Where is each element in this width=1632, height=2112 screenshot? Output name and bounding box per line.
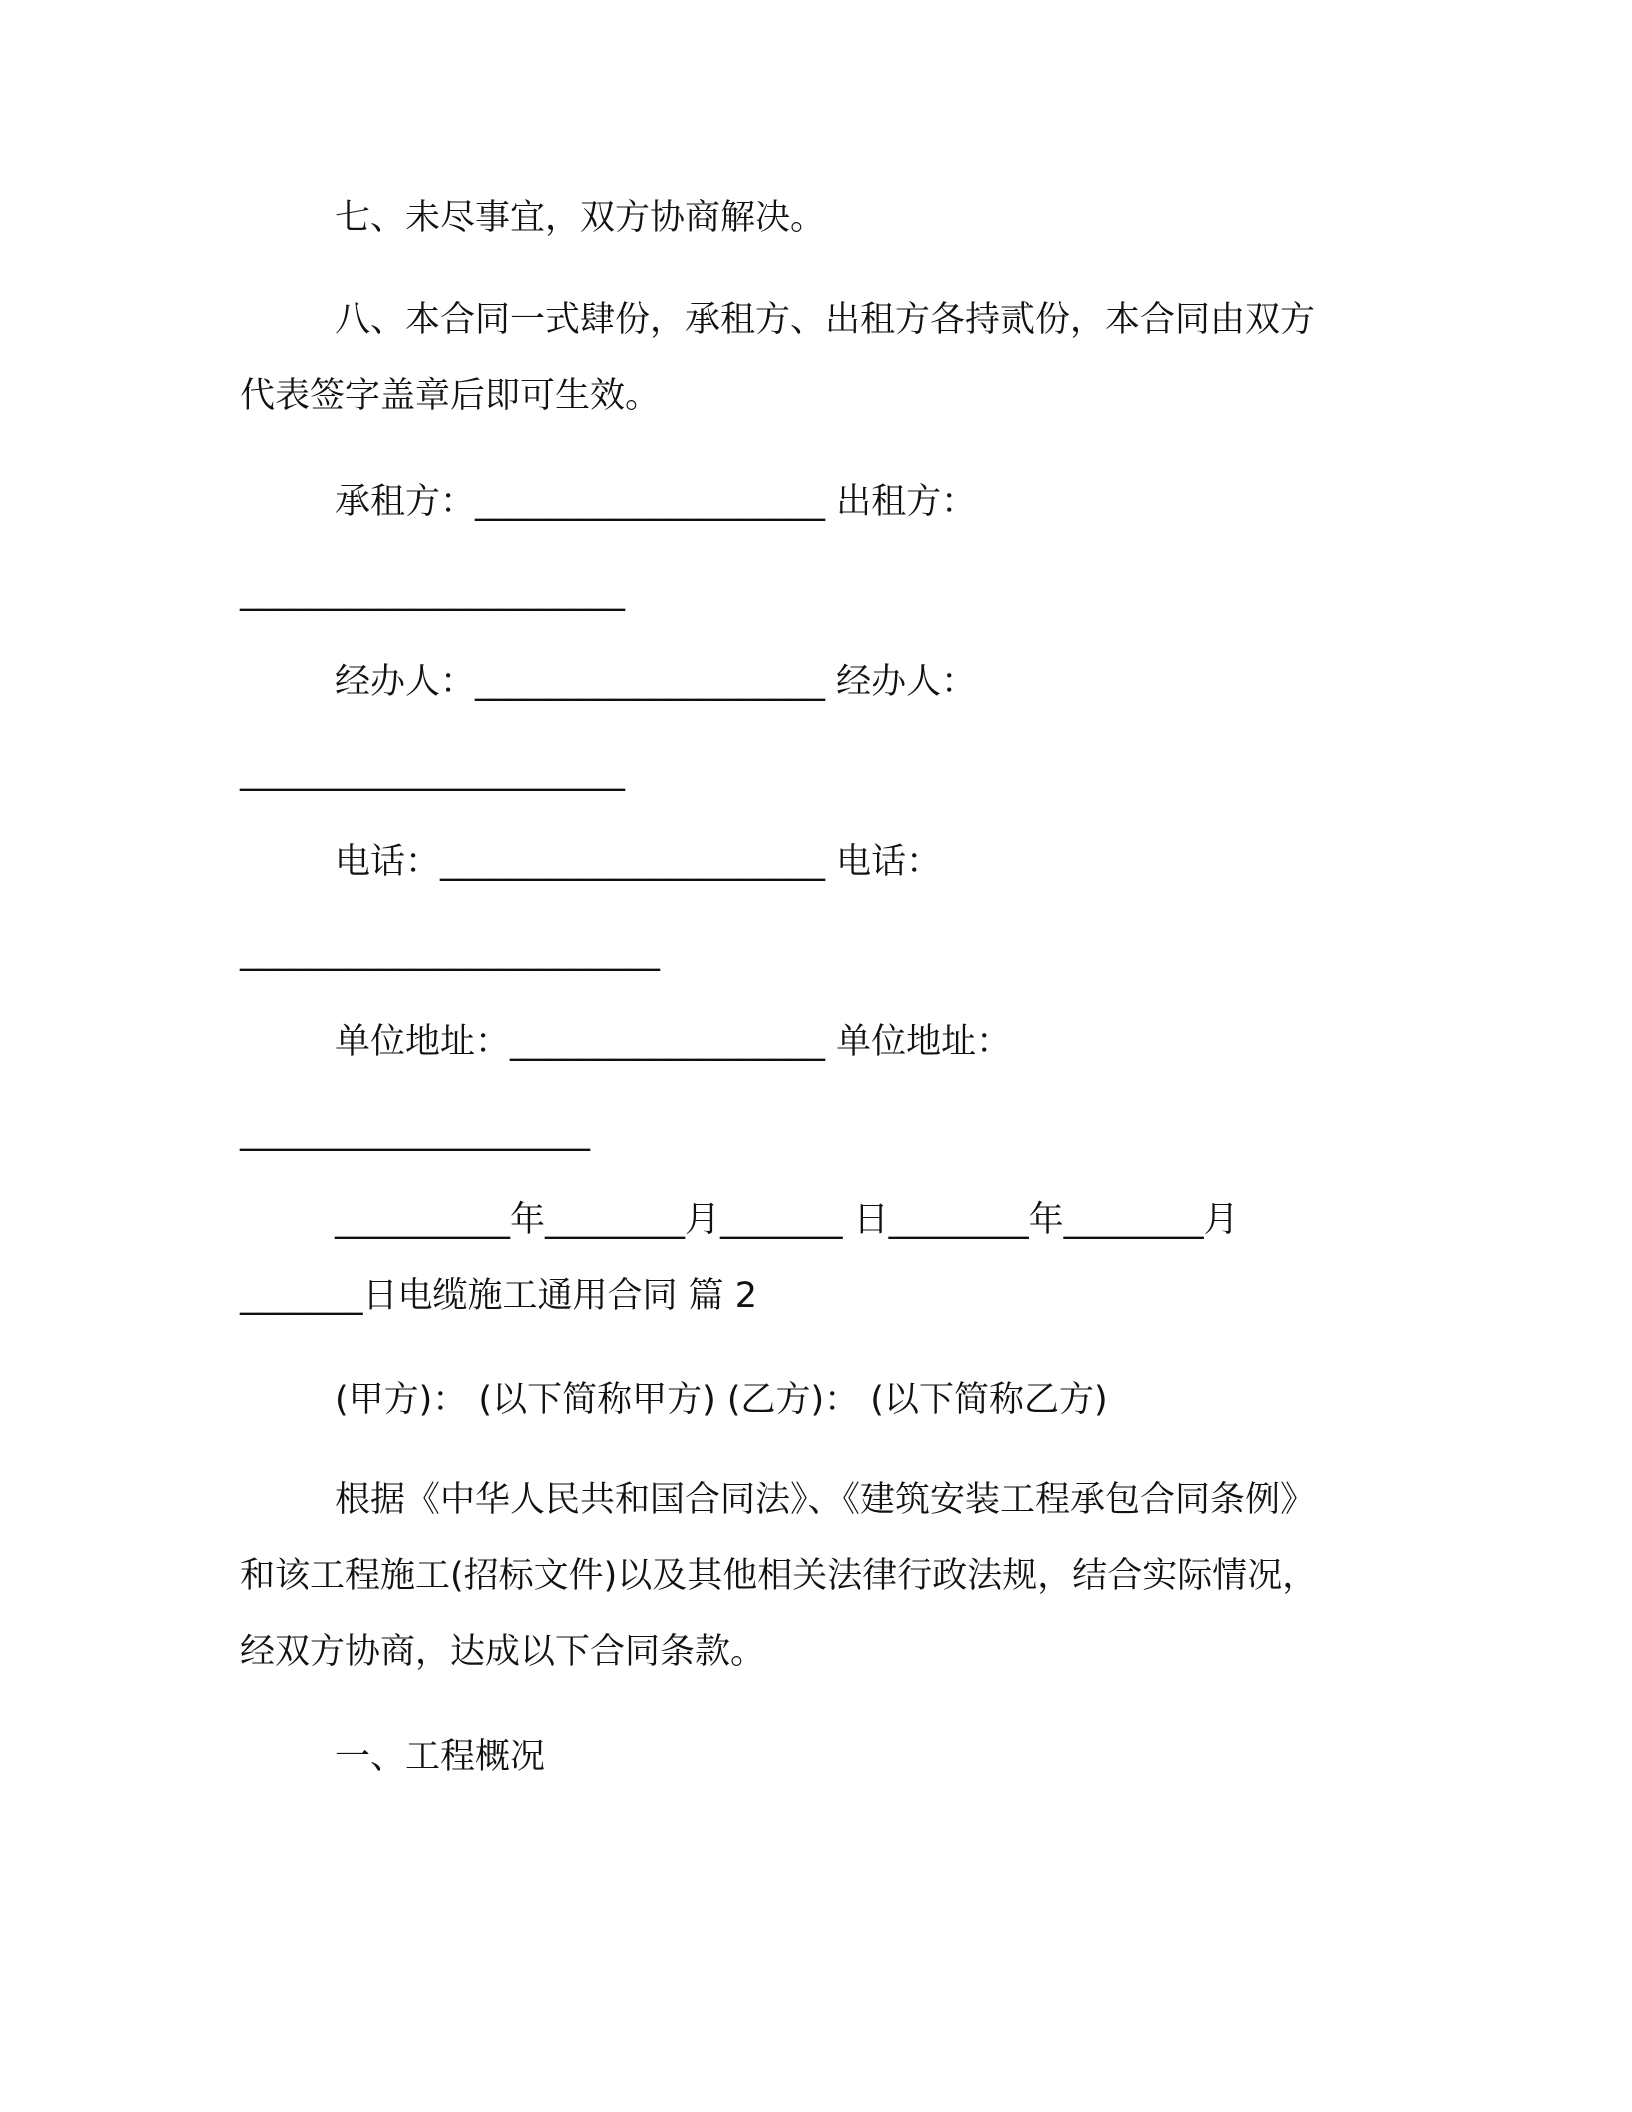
phone-blank: ________________________ xyxy=(240,932,660,972)
agent-signature-blank: ______________________ xyxy=(240,752,625,792)
address-blank: ____________________ xyxy=(240,1112,590,1152)
address-line: 单位地址：__________________ 单位地址： xyxy=(335,1022,1012,1062)
phone-line: 电话：______________________ 电话： xyxy=(335,842,942,882)
party-line: (甲方)： (以下简称甲方) (乙方)： (以下简称乙方) xyxy=(335,1380,1108,1420)
basis-line-1: 根据《中华人民共和国合同法》、《建筑安装工程承包合同条例》 xyxy=(335,1480,1316,1520)
clause-seven: 七、未尽事宜，双方协商解决。 xyxy=(335,198,826,238)
date-line: __________年________月_______ 日________年________月 xyxy=(335,1200,1239,1240)
basis-line-3: 经双方协商，达成以下合同条款。 xyxy=(240,1632,766,1672)
contract-title-line: _______日电缆施工通用合同 篇 2 xyxy=(240,1276,758,1316)
lessor-signature-blank: ______________________ xyxy=(240,572,625,612)
agent-signature-line: 经办人：____________________ 经办人： xyxy=(335,662,977,702)
clause-eight-line-2: 代表签字盖章后即可生效。 xyxy=(240,376,661,416)
lessee-signature-line: 承租方：____________________ 出租方： xyxy=(335,482,977,522)
section-heading: 一、工程概况 xyxy=(335,1737,546,1777)
basis-line-2: 和该工程施工(招标文件)以及其他相关法律行政法规，结合实际情况， xyxy=(240,1556,1318,1596)
clause-eight-line-1: 八、本合同一式肆份，承租方、出租方各持贰份，本合同由双方 xyxy=(335,300,1316,340)
